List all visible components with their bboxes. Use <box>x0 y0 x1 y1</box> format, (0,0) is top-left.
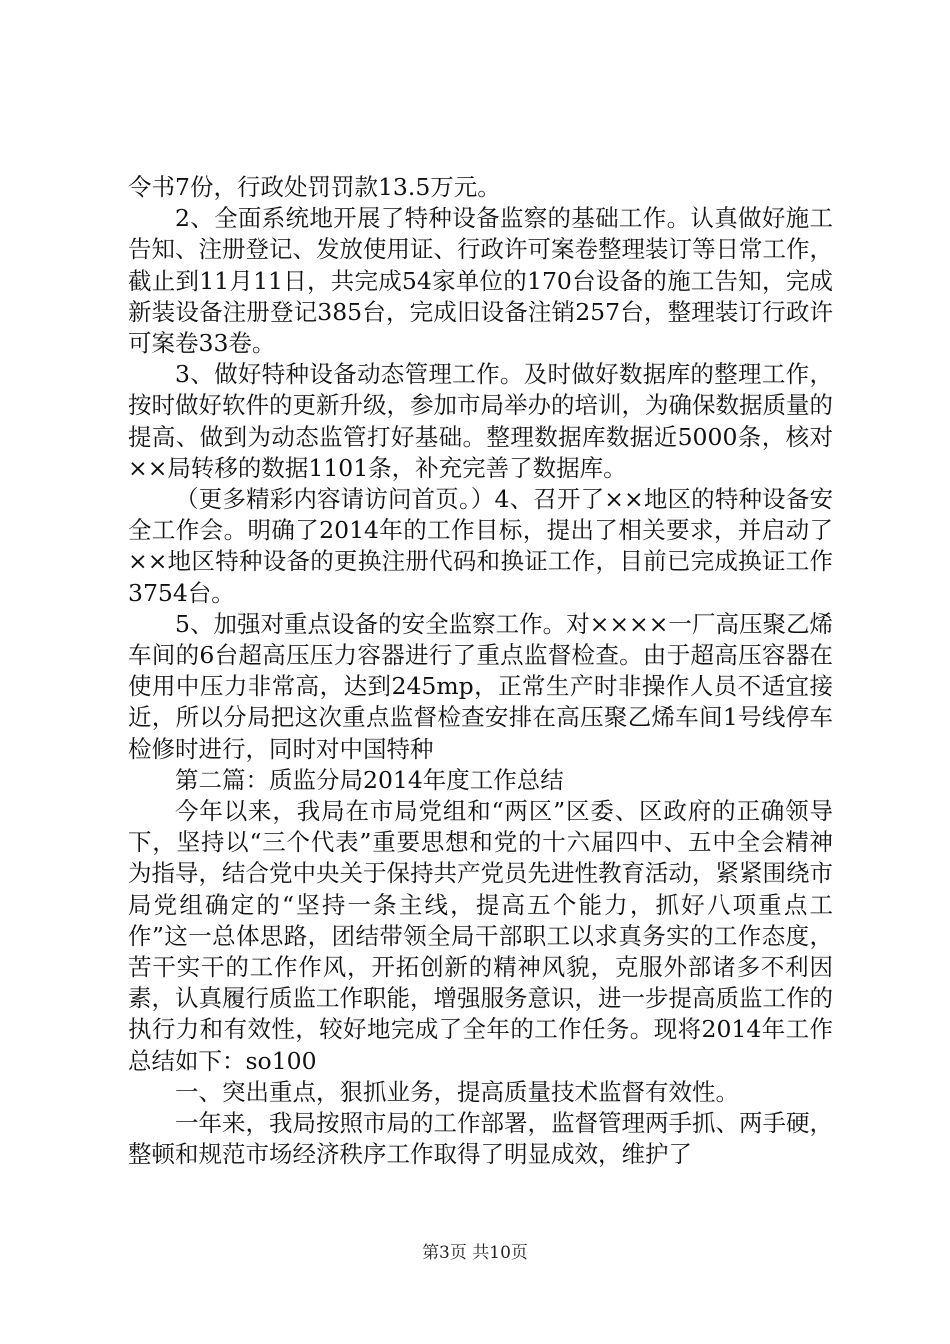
paragraph-continuation: 令书7份，行政处罚罚款13.5万元。 <box>128 173 501 201</box>
paragraph-intro: 今年以来，我局在市局党组和“两区”区委、区政府的正确领导下，坚持以“三个代表”重要思想和党的十六届四中、五中全会精神为指导，结合党中央关于保持共产党员先进性教育活动，紧紧围绕市局党组确定的“坚持一条主线，提高五个能力，抓好八项重点工作”这一总体思路，团结带领全局干部职工以求真务实的工作态度，苦干实干的工作作风，开拓创新的精神风貌，克服外部诸多不利因素，认真履行质监工作职能，增强服务意识，进一步提高质监工作的执行力和有效性，较好地完成了全年的工作任务。现将2014年工作总结如下：so100 <box>128 797 833 1075</box>
paragraph-item-5: 5、加强对重点设备的安全监察工作。对××××一厂高压聚乙烯车间的6台超高压压力容器进行了重点监督检查。由于超高压容器在使用中压力非常高，达到245mp，正常生产时非操作人员不适宜接近，所以分局把这次重点监督检查安排在高压聚乙烯车间1号线停车检修时进行，同时对中国特种 <box>128 609 833 763</box>
paragraph-item-3: 3、做好特种设备动态管理工作。及时做好数据库的整理工作，按时做好软件的更新升级，参加市局举办的培训，为确保数据质量的提高、做到为动态监管打好基础。整理数据库数据近5000条，核对××局转移的数据1101条，补充完善了数据库。 <box>128 360 833 482</box>
paragraph-item-2: 2、全面系统地开展了特种设备监察的基础工作。认真做好施工告知、注册登记、发放使用证、行政许可案卷整理装订等日常工作，截止到11月11日，共完成54家单位的170台设备的施工告知，完成新装设备注册登记385台，完成旧设备注销257台，整理装订行政许可案卷33卷。 <box>128 204 833 358</box>
document-body <box>128 172 833 1171</box>
subsection-heading: 一、突出重点，狠抓业务，提高质量技术监督有效性。 <box>175 1077 739 1106</box>
page-number: 第3页 共10页 <box>422 1243 528 1263</box>
paragraph-body: 一年来，我局按照市局的工作部署，监督管理两手抓、两手硬，整顿和规范市场经济秩序工作取得了明显成效，维护了 <box>128 1109 833 1169</box>
section-heading: 第二篇：质监分局2014年度工作总结 <box>175 765 564 794</box>
paragraph-item-4: （更多精彩内容请访问首页。）4、召开了××地区的特种设备安全工作会。明确了2014年的工作目标，提出了相关要求，并启动了××地区特种设备的更换注册代码和换证工作，目前已完成换证工作3754台。 <box>128 485 833 607</box>
